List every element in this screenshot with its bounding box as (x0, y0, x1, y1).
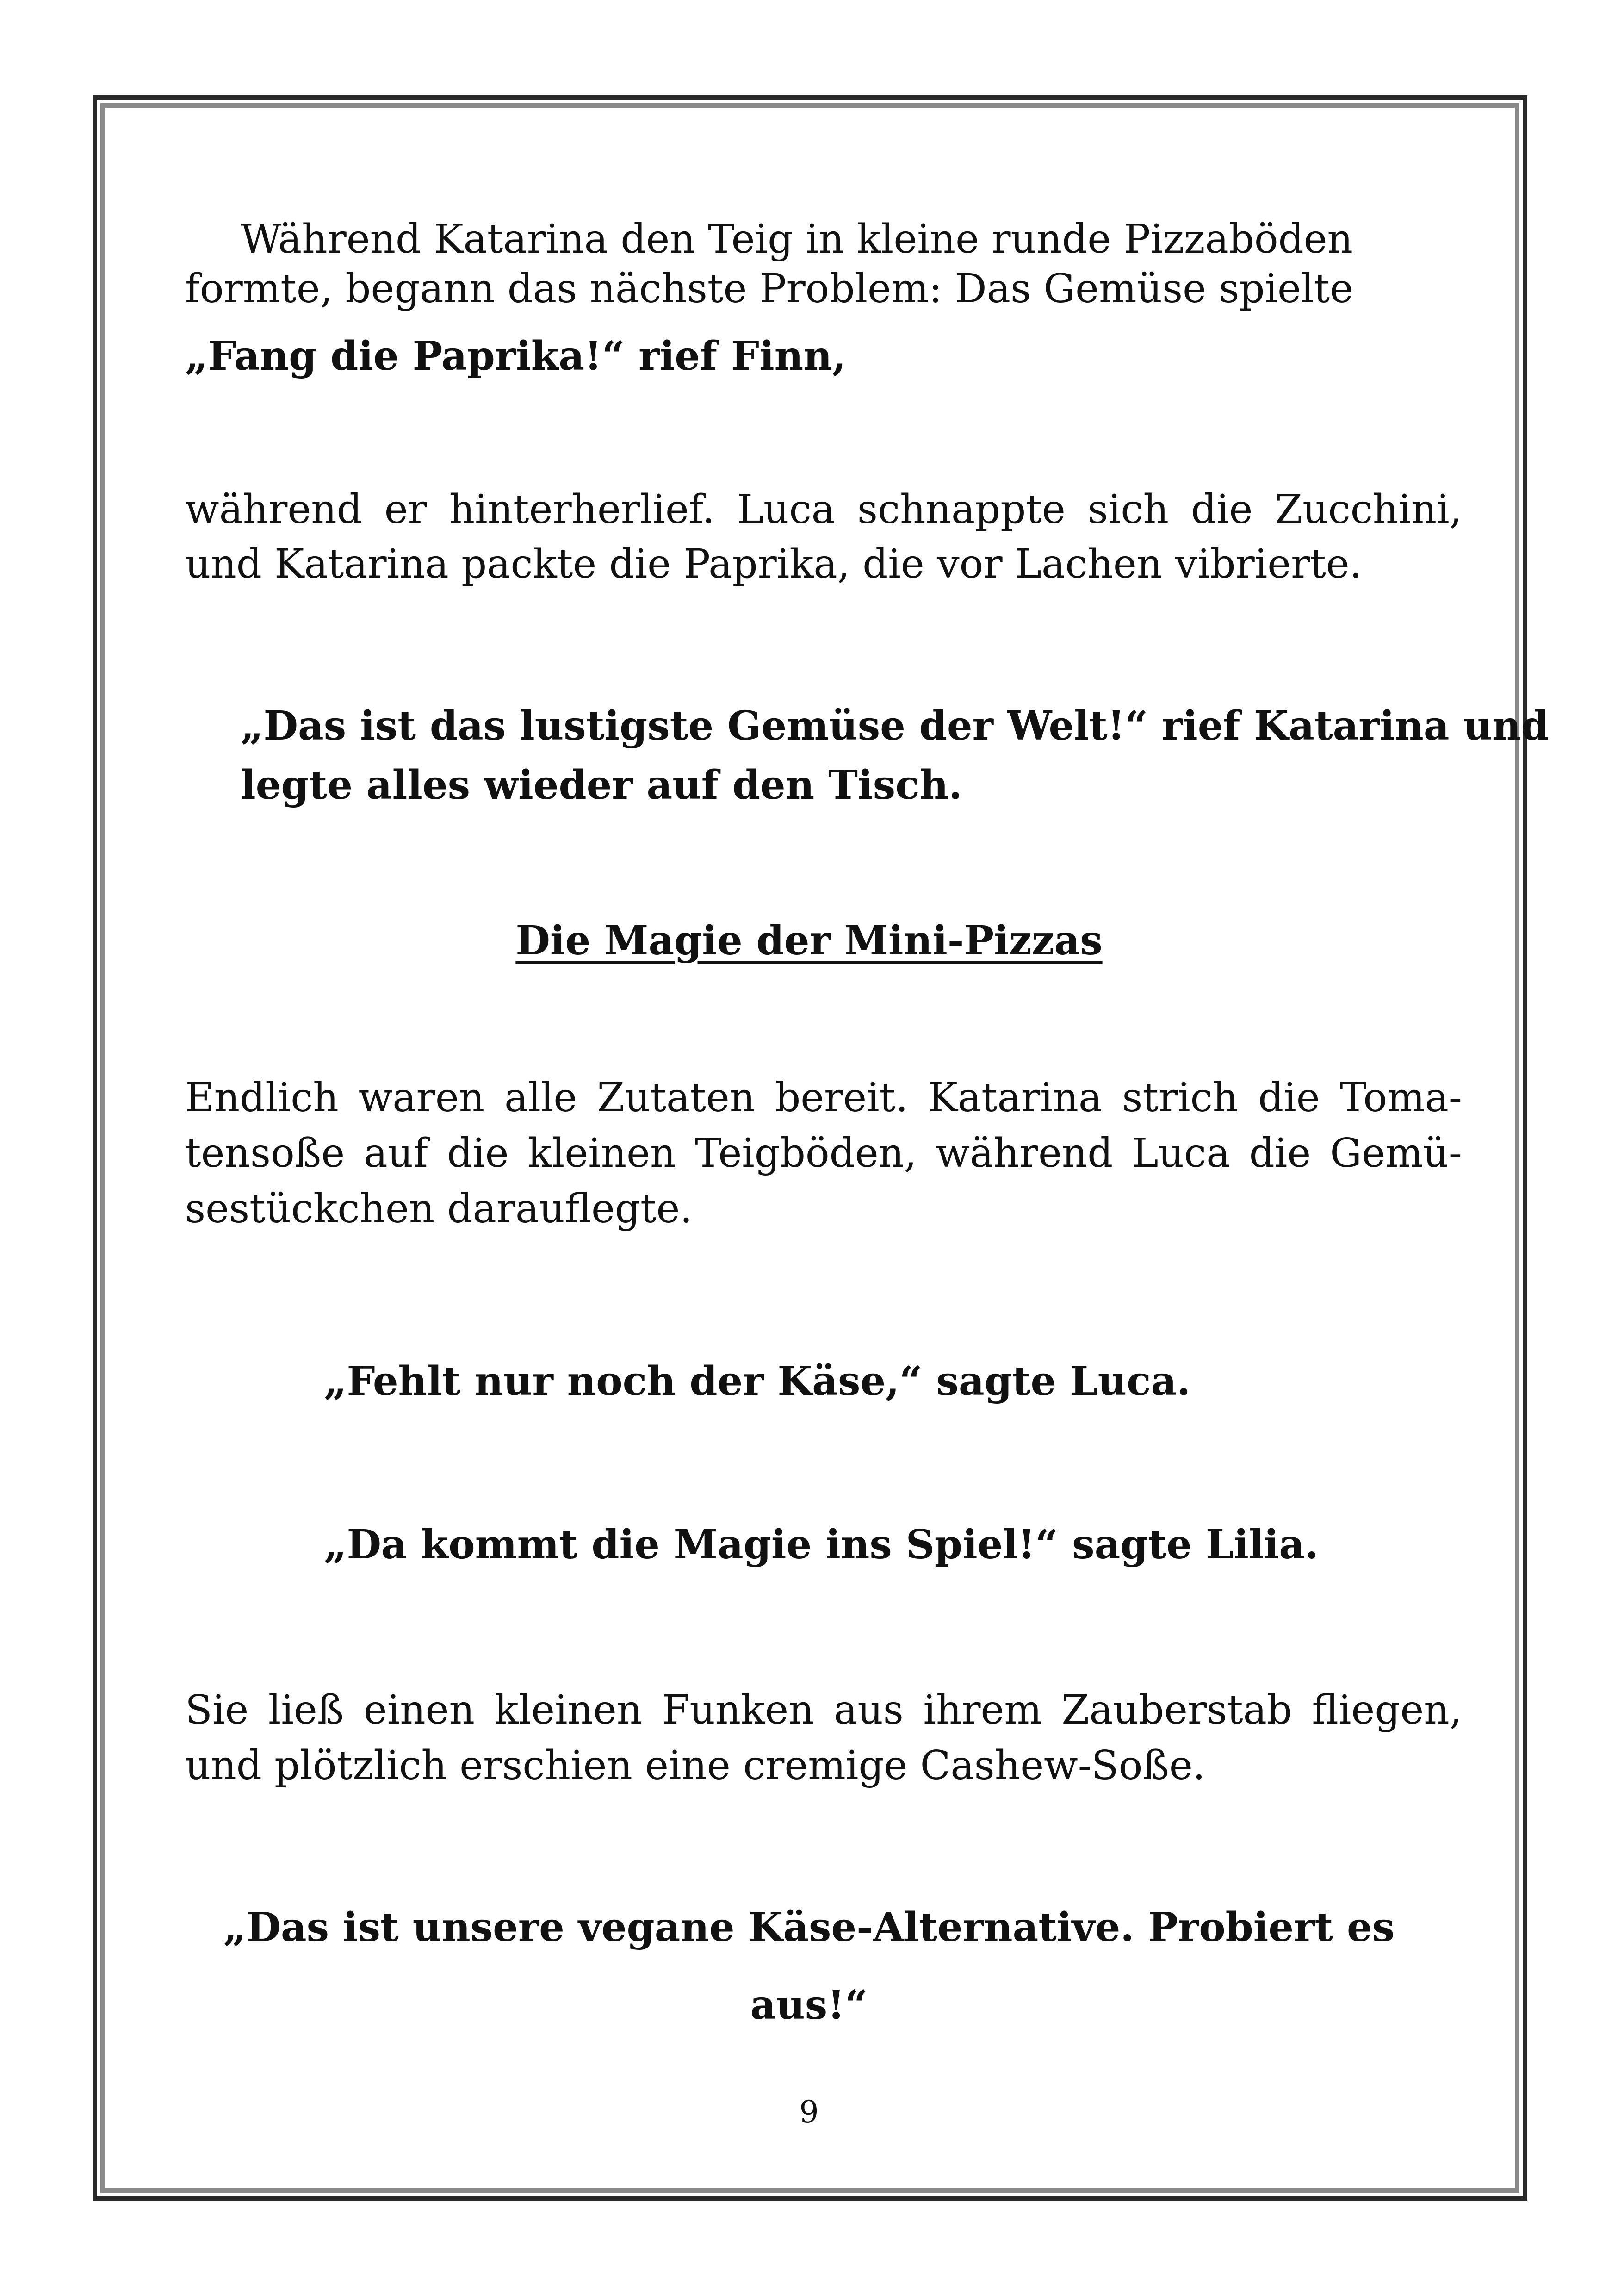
bold-quote-line: legte alles wieder auf den Tisch. (241, 762, 962, 809)
paragraph-line: formte, begann das nächste Problem: Das Gemüse spielte (185, 266, 1353, 312)
paragraph-line: Während Katarina den Teig in kleine runde Pizzaböden (241, 216, 1353, 262)
paragraph-line: während er hinterherlief. Luca schnappte sich die Zucchini, (185, 486, 1462, 533)
paragraph-line: und plötzlich erschien eine cremige Cashew-Soße. (185, 1742, 1206, 1789)
page-number: 9 (799, 2094, 819, 2130)
section-heading: Die Magie der Mini-Pizzas (515, 917, 1103, 964)
bold-quote-line: „Da kommt die Magie ins Spiel!“ sagte Lilia. (324, 1521, 1319, 1568)
bold-quote-line: „Fang die Paprika!“ rief Finn, (185, 333, 846, 380)
bold-quote-line: „Fehlt nur noch der Käse,“ sagte Luca. (324, 1358, 1191, 1405)
bold-quote-line: „Das ist das lustigste Gemüse der Welt!“ rief Katarina und (241, 703, 1549, 749)
paragraph-line: sestückchen darauflegte. (185, 1186, 693, 1232)
paragraph-line: und Katarina packte die Paprika, die vor Lachen vibrierte. (185, 541, 1363, 587)
paragraph-line: Sie ließ einen kleinen Funken aus ihrem Zauberstab fliegen, (185, 1687, 1462, 1733)
paragraph-line: Endlich waren alle Zutaten bereit. Katarina strich die Toma- (185, 1075, 1462, 1121)
bold-quote-line: „Das ist unsere vegane Käse-Alternative. Probiert es (223, 1904, 1395, 1951)
paragraph-line: tensoße auf die kleinen Teigböden, während Luca die Gemü- (185, 1130, 1462, 1176)
bold-quote-line: aus!“ (750, 1982, 868, 2028)
